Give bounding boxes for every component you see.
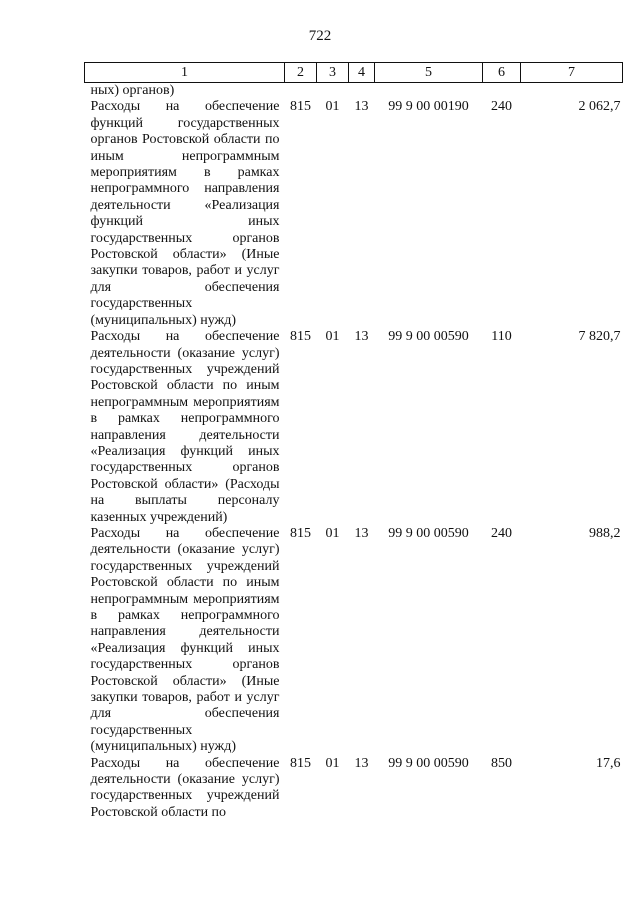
row-subsection-code: 13 xyxy=(354,525,369,541)
column-header-3: 3 xyxy=(317,63,349,83)
row-amount: 2 062,7 xyxy=(578,99,621,115)
row-expense-type: 850 xyxy=(491,755,512,771)
row-section-code: 01 xyxy=(325,755,340,771)
row-ministry-code: 815 xyxy=(290,99,311,115)
column-header-7: 7 xyxy=(521,63,623,83)
row-description: Расходы на обеспечение деятельности (оказание услуг) государственных учреждений Ростовской области по иным непрограммным мероприятиям в рамках непрограммного направления деятельности «Реализация функций иных государственных органов Ростовской области» (Расходы на выплаты персоналу казенных учреждений) xyxy=(90,329,280,525)
column-header-1: 1 xyxy=(85,63,285,83)
column-header-5: 5 xyxy=(375,63,483,83)
row-ministry-code: 815 xyxy=(290,329,311,345)
budget-table xyxy=(84,62,623,821)
row-subsection-code: 13 xyxy=(354,329,369,345)
row-expense-type: 240 xyxy=(491,525,512,541)
row-target-article: 99 9 00 00590 xyxy=(388,329,469,345)
row-ministry-code: 815 xyxy=(290,755,311,771)
table-body xyxy=(85,83,623,822)
table-row xyxy=(85,756,623,822)
row-target-article: 99 9 00 00590 xyxy=(388,755,469,771)
row-amount: 17,6 xyxy=(596,755,621,771)
continuation-row xyxy=(85,83,623,100)
table-row xyxy=(85,329,623,526)
page-number: 722 xyxy=(308,28,332,44)
row-section-code: 01 xyxy=(325,99,340,115)
row-description: Расходы на обеспечение функций государственных органов Ростовской области по иным непрограммным мероприятиям в рамках непрограммного направления деятельности «Реализация функций иных государственных органов Ростовской области» (Иные закупки товаров, работ и услуг для обеспечения государственных (муниципальных) нужд) xyxy=(90,99,280,328)
row-expense-type: 240 xyxy=(491,99,512,115)
row-target-article: 99 9 00 00190 xyxy=(388,99,469,115)
row-description: Расходы на обеспечение деятельности (оказание услуг) государственных учреждений Ростовской области по иным непрограммным мероприятиям в рамках непрограммного направления деятельности «Реализация функций иных государственных органов Ростовской области» (Иные закупки товаров, работ и услуг для обеспечения государственных (муниципальных) нужд) xyxy=(90,525,280,755)
row-subsection-code: 13 xyxy=(354,99,369,115)
row-ministry-code: 815 xyxy=(290,525,311,541)
column-header-4: 4 xyxy=(349,63,375,83)
row-amount: 7 820,7 xyxy=(578,329,621,345)
header-row xyxy=(85,63,623,83)
row-expense-type: 110 xyxy=(491,329,512,345)
table-header xyxy=(85,63,623,83)
row-subsection-code: 13 xyxy=(354,755,369,771)
row-target-article: 99 9 00 00590 xyxy=(388,525,469,541)
row-section-code: 01 xyxy=(325,329,340,345)
column-header-2: 2 xyxy=(285,63,317,83)
table-row xyxy=(85,526,623,756)
row-description: Расходы на обеспечение деятельности (оказание услуг) государственных учреждений Ростовской области по xyxy=(90,755,280,820)
column-header-6: 6 xyxy=(483,63,521,83)
row-amount: 988,2 xyxy=(589,525,621,541)
continuation-text: ных) органов) xyxy=(90,83,175,98)
row-section-code: 01 xyxy=(325,525,340,541)
table-row xyxy=(85,99,623,329)
